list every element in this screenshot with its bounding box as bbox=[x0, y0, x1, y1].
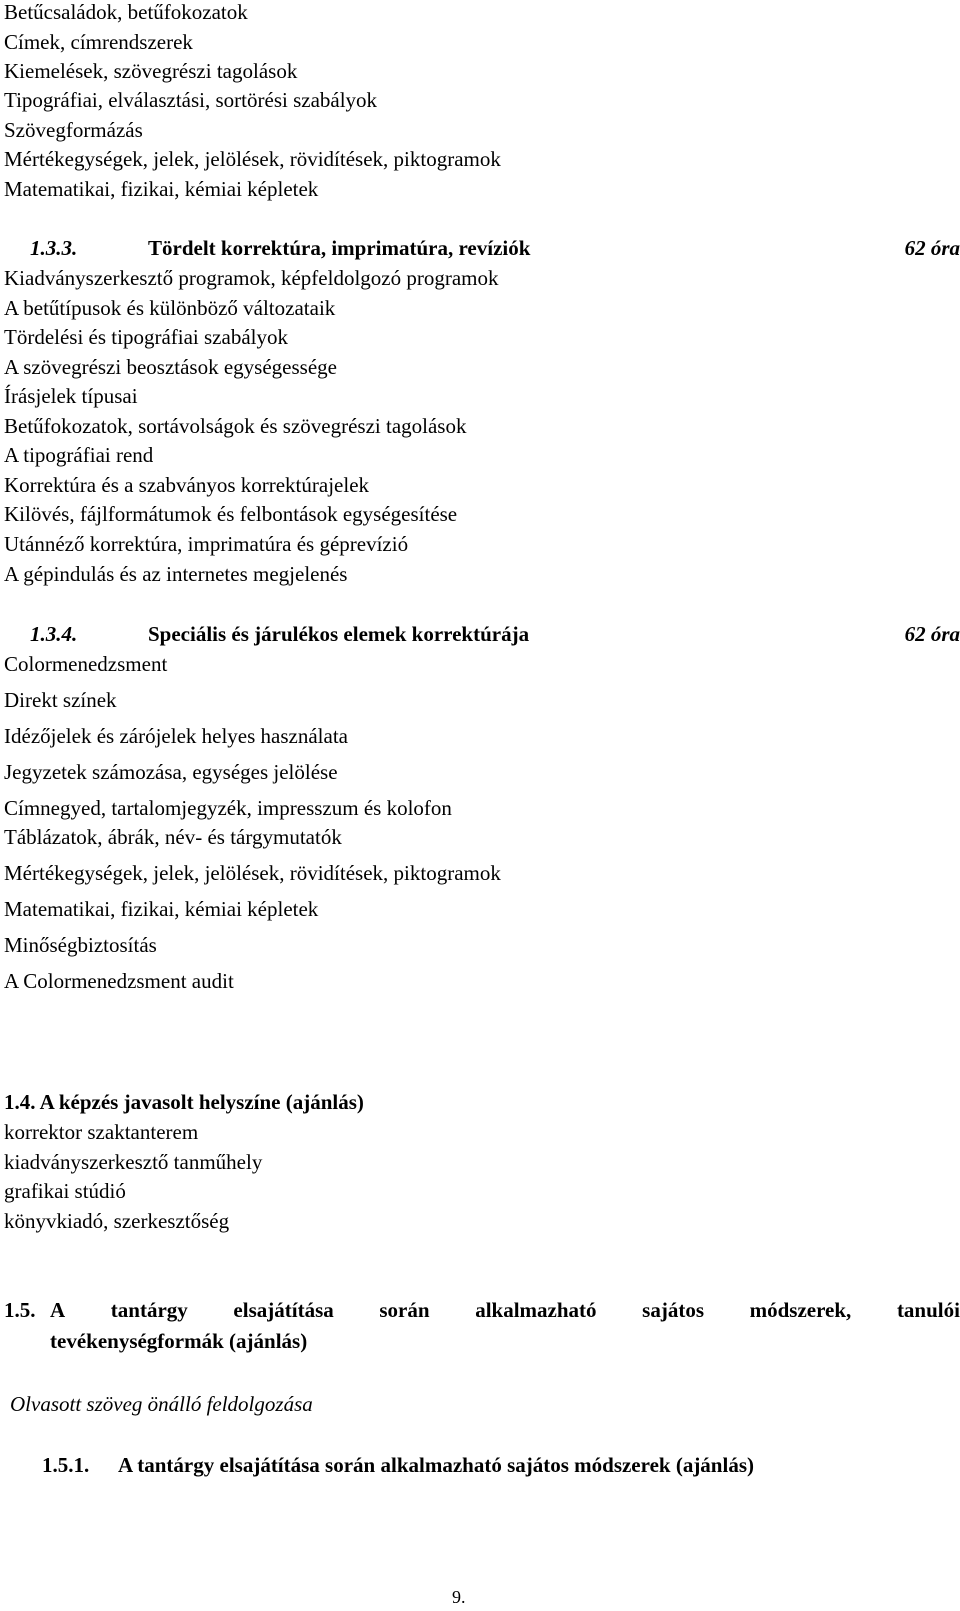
section-heading-line2: tevékenységformák (ajánlás) bbox=[50, 1329, 308, 1353]
italic-note: Olvasott szöveg önálló feldolgozása bbox=[10, 1392, 313, 1416]
list-item: Címek, címrendszerek bbox=[4, 30, 193, 54]
list-item: Kiadványszerkesztő programok, képfeldolgozó programok bbox=[4, 266, 499, 290]
list-item: Mértékegységek, jelek, jelölések, rövidítések, piktogramok bbox=[4, 147, 501, 171]
list-item: könyvkiadó, szerkesztőség bbox=[4, 1209, 230, 1233]
section-heading: 1.4. A képzés javasolt helyszíne (ajánlás) bbox=[4, 1090, 364, 1114]
list-item: Betűcsaládok, betűfokozatok bbox=[4, 0, 248, 24]
list-item: Jegyzetek számozása, egységes jelölése bbox=[4, 760, 338, 784]
heading-word: tanulói bbox=[896, 1298, 960, 1322]
list-item: Korrektúra és a szabványos korrektúrajelek bbox=[4, 473, 370, 497]
list-item: A betűtípusok és különböző változataik bbox=[4, 296, 336, 320]
list-item: Címnegyed, tartalomjegyzék, impresszum és kolofon bbox=[4, 796, 452, 820]
heading-word: során bbox=[379, 1298, 430, 1322]
list-item: Mértékegységek, jelek, jelölések, rövidítések, piktogramok bbox=[4, 861, 501, 885]
list-item: Tipográfiai, elválasztási, sortörési szabályok bbox=[4, 88, 378, 112]
heading-word: módszerek, bbox=[749, 1298, 852, 1322]
list-item: Táblázatok, ábrák, név- és tárgymutatók bbox=[4, 825, 342, 849]
heading-word: tantárgy bbox=[110, 1298, 188, 1322]
list-item: A gépindulás és az internetes megjelenés bbox=[4, 562, 348, 586]
list-item: Betűfokozatok, sortávolságok és szövegrészi tagolások bbox=[4, 414, 467, 438]
list-item: Kiemelések, szövegrészi tagolások bbox=[4, 59, 298, 83]
list-item: A Colormenedzsment audit bbox=[4, 969, 234, 993]
list-item: Idézőjelek és zárójelek helyes használata bbox=[4, 724, 348, 748]
section-hours: 62 óra bbox=[904, 622, 960, 646]
list-item: grafikai stúdió bbox=[4, 1179, 126, 1203]
list-item: Direkt színek bbox=[4, 688, 117, 712]
list-item: A szövegrészi beosztások egységessége bbox=[4, 355, 337, 379]
section-title: A tantárgy elsajátítása során alkalmazható sajátos módszerek (ajánlás) bbox=[118, 1453, 754, 1477]
heading-word: elsajátítása bbox=[233, 1298, 334, 1322]
list-item: kiadványszerkesztő tanműhely bbox=[4, 1150, 263, 1174]
section-heading-line1 bbox=[50, 1300, 960, 1321]
list-item: Minőségbiztosítás bbox=[4, 933, 157, 957]
section-title: Speciális és járulékos elemek korrektúrája bbox=[148, 622, 530, 646]
list-item: Matematikai, fizikai, kémiai képletek bbox=[4, 897, 319, 921]
section-number: 1.5. bbox=[4, 1298, 36, 1322]
section-title: Tördelt korrektúra, imprimatúra, revíziók bbox=[148, 236, 531, 260]
section-hours: 62 óra bbox=[904, 236, 960, 260]
heading-word: A bbox=[50, 1298, 66, 1322]
list-item: Tördelési és tipográfiai szabályok bbox=[4, 325, 288, 349]
list-item: Colormenedzsment bbox=[4, 652, 168, 676]
section-number: 1.3.4. bbox=[30, 622, 78, 646]
list-item: Írásjelek típusai bbox=[4, 384, 138, 408]
heading-word: alkalmazható bbox=[475, 1298, 597, 1322]
heading-word: sajátos bbox=[642, 1298, 704, 1322]
page-number: 9. bbox=[452, 1587, 466, 1607]
list-item: Matematikai, fizikai, kémiai képletek bbox=[4, 177, 319, 201]
list-item: Szövegformázás bbox=[4, 118, 143, 142]
list-item: korrektor szaktanterem bbox=[4, 1120, 199, 1144]
list-item: Kilövés, fájlformátumok és felbontások egységesítése bbox=[4, 502, 458, 526]
section-number: 1.5.1. bbox=[42, 1453, 90, 1477]
section-number: 1.3.3. bbox=[30, 236, 78, 260]
list-item: A tipográfiai rend bbox=[4, 443, 154, 467]
list-item: Utánnéző korrektúra, imprimatúra és géprevízió bbox=[4, 532, 409, 556]
